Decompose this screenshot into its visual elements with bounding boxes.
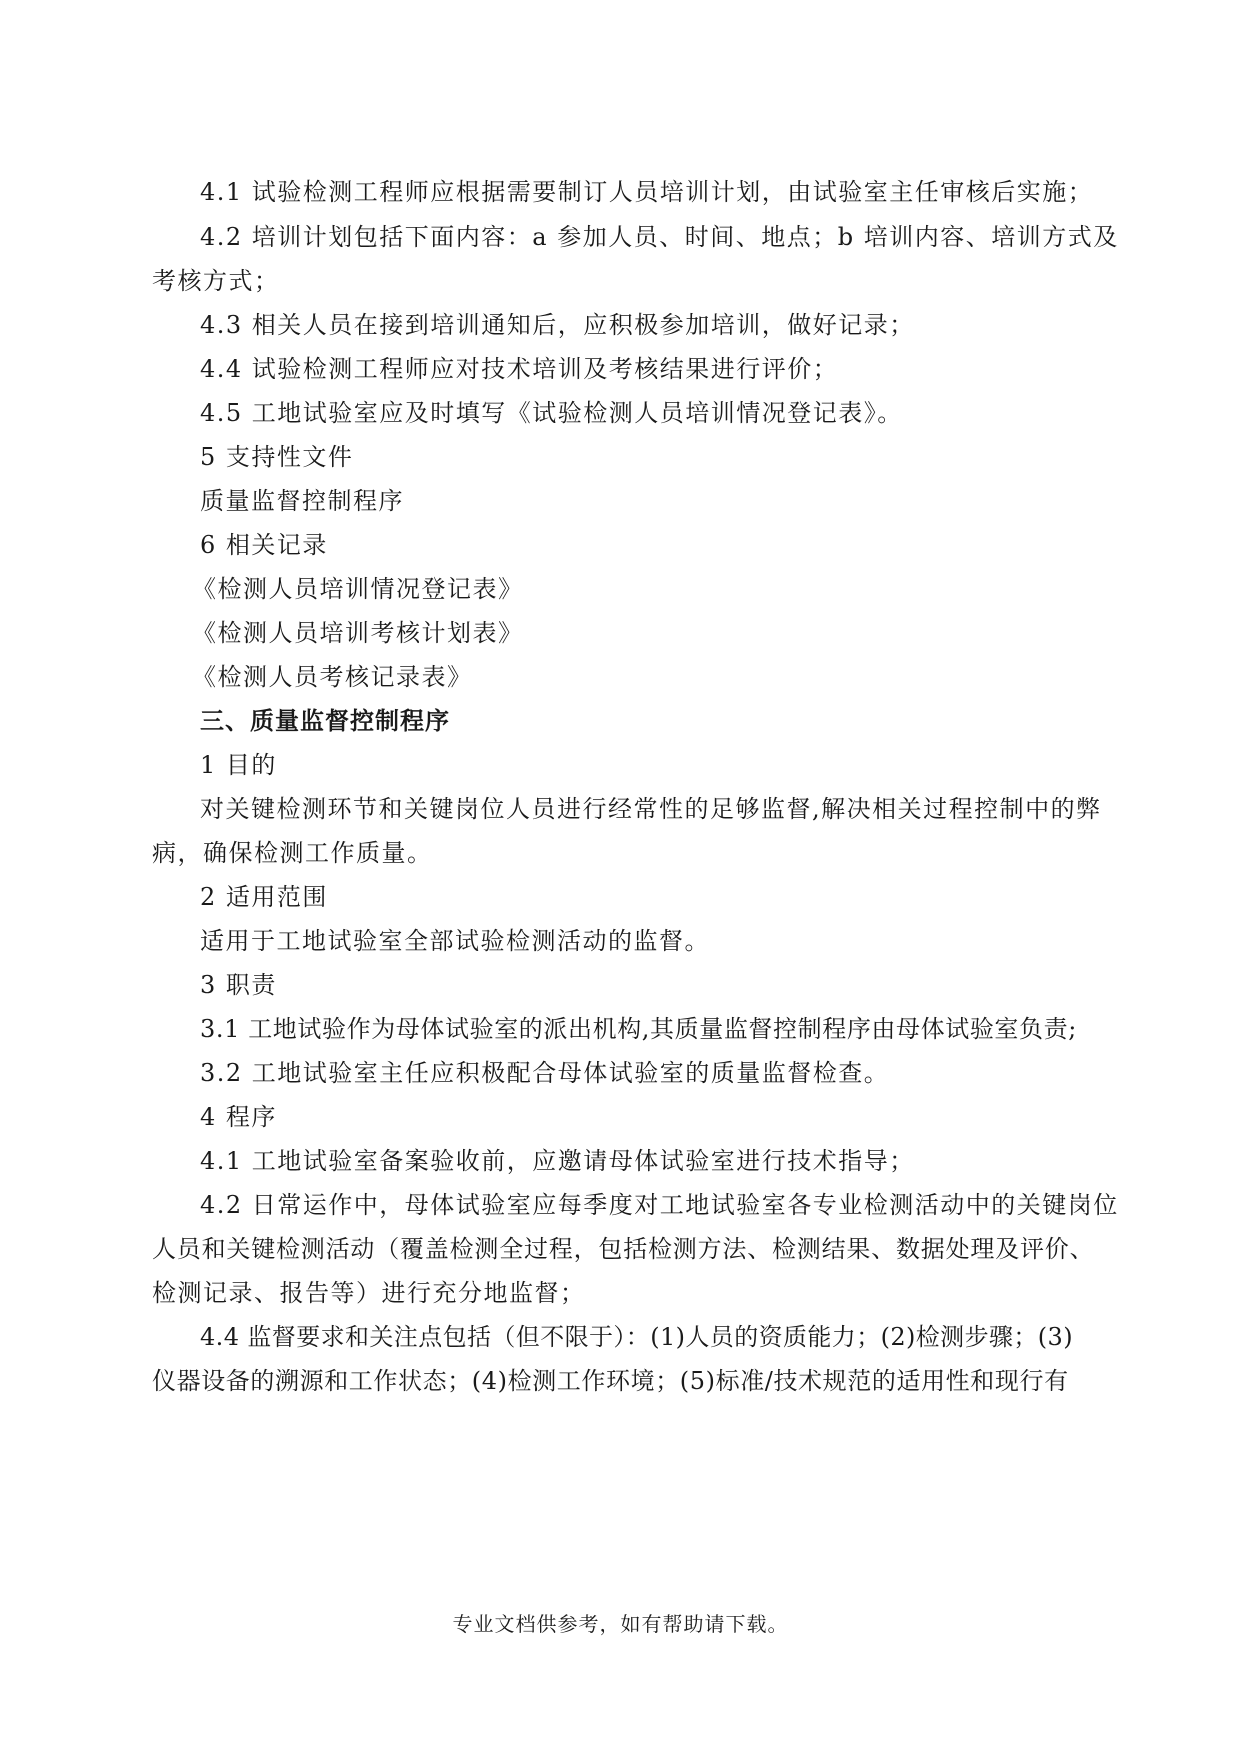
section-5-item: 质量监督控制程序 — [200, 487, 404, 515]
paragraph-4-2-cont: 考核方式； — [152, 267, 280, 295]
section-5-heading: 5 支持性文件 — [200, 443, 354, 471]
procedure-4-1: 4.1 工地试验室备案验收前，应邀请母体试验室进行技术指导； — [200, 1147, 915, 1175]
procedure-4-4-cont: 仪器设备的溯源和工作状态；(4)检测工作环境；(5)标准/技术规范的适用性和现行有 — [152, 1367, 1069, 1395]
paragraph-4-2: 4.2 培训计划包括下面内容：a 参加人员、时间、地点；b 培训内容、培训方式及 — [200, 223, 1119, 251]
purpose-text: 对关键检测环节和关键岗位人员进行经常性的足够监督,解决相关过程控制中的弊 — [200, 795, 1102, 823]
paragraph-4-3: 4.3 相关人员在接到培训通知后，应积极参加培训，做好记录； — [200, 311, 915, 339]
section-2-heading: 2 适用范围 — [200, 883, 328, 911]
section-1-heading: 1 目的 — [200, 751, 277, 779]
section-3-heading: 3 职责 — [200, 971, 277, 999]
record-item-3: 《检测人员考核记录表》 — [192, 663, 473, 691]
duty-3-1: 3.1 工地试验作为母体试验室的派出机构,其质量监督控制程序由母体试验室负责; — [200, 1015, 1077, 1043]
page-footer: 专业文档供参考，如有帮助请下载。 — [452, 1612, 789, 1636]
section-4-heading: 4 程序 — [200, 1103, 277, 1131]
procedure-4-4: 4.4 监督要求和关注点包括（但不限于）：(1)人员的资质能力；(2)检测步骤；(3) — [200, 1323, 1073, 1351]
purpose-text-cont: 病，确保检测工作质量。 — [152, 839, 433, 867]
record-item-1: 《检测人员培训情况登记表》 — [192, 575, 524, 603]
record-item-2: 《检测人员培训考核计划表》 — [192, 619, 524, 647]
duty-3-2: 3.2 工地试验室主任应积极配合母体试验室的质量监督检查。 — [200, 1059, 890, 1087]
paragraph-4-4: 4.4 试验检测工程师应对技术培训及考核结果进行评价； — [200, 355, 839, 383]
chapter-3-title: 三、质量监督控制程序 — [200, 707, 450, 735]
scope-text: 适用于工地试验室全部试验检测活动的监督。 — [200, 927, 710, 955]
procedure-4-2: 4.2 日常运作中，母体试验室应每季度对工地试验室各专业检测活动中的关键岗位 — [200, 1191, 1119, 1219]
section-6-heading: 6 相关记录 — [200, 531, 328, 559]
paragraph-4-1: 4.1 试验检测工程师应根据需要制订人员培训计划，由试验室主任审核后实施； — [200, 178, 1094, 206]
paragraph-4-5: 4.5 工地试验室应及时填写《试验检测人员培训情况登记表》。 — [200, 399, 903, 427]
procedure-4-2-cont2: 检测记录、报告等）进行充分地监督； — [152, 1279, 586, 1307]
procedure-4-2-cont: 人员和关键检测活动（覆盖检测全过程，包括检测方法、检测结果、数据处理及评价、 — [152, 1235, 1095, 1263]
